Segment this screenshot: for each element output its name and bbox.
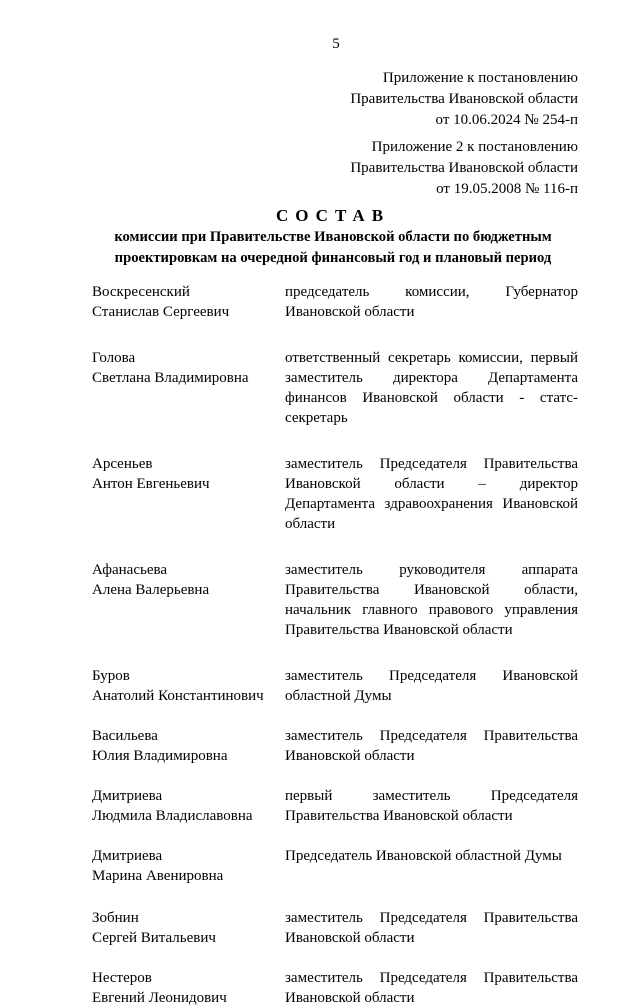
- member-row: [92, 666, 578, 706]
- page-number: 5: [332, 36, 340, 52]
- appendix-line: от 19.05.2008 № 116-п: [436, 181, 578, 197]
- member-row: [92, 454, 578, 534]
- member-given-names: Сергей Витальевич: [92, 930, 216, 946]
- member-position: заместитель Председателя Правительства Ивановской области: [285, 910, 578, 946]
- appendix-reference-current: [350, 68, 578, 131]
- member-position: заместитель Председателя Ивановской областной Думы: [285, 668, 578, 704]
- member-surname: Дмитриева: [92, 848, 163, 864]
- member-position: заместитель Председателя Правительства Ивановской области: [285, 970, 578, 1006]
- document-subtitle-line: проектировкам на очередной финансовый год и плановый период: [114, 250, 552, 266]
- member-name: [92, 968, 285, 1008]
- member-surname: Буров: [92, 668, 130, 684]
- member-surname: Дмитриева: [92, 788, 163, 804]
- member-row: [92, 786, 578, 826]
- member-position: первый заместитель Председателя Правительства Ивановской области: [285, 788, 578, 824]
- commission-members-list: [92, 282, 578, 1008]
- member-row: [92, 968, 578, 1008]
- member-position: Председатель Ивановской областной Думы: [285, 848, 562, 864]
- member-given-names: Анатолий Константинович: [92, 688, 264, 704]
- appendix-line: Правительства Ивановской области: [350, 160, 578, 176]
- member-row: [92, 726, 578, 766]
- member-surname: Арсеньев: [92, 456, 153, 472]
- member-row: [92, 560, 578, 640]
- member-position: председатель комиссии, Губернатор Ивановской области: [285, 284, 578, 320]
- document-subtitle-line: комиссии при Правительстве Ивановской области по бюджетным: [114, 229, 552, 245]
- member-surname: Зобнин: [92, 910, 139, 926]
- member-surname: Афанасьева: [92, 562, 168, 578]
- member-surname: Васильева: [92, 728, 158, 744]
- member-given-names: Юлия Владимировна: [92, 748, 228, 764]
- appendix-line: Приложение к постановлению: [382, 70, 578, 86]
- member-given-names: Евгений Леонидович: [92, 990, 227, 1006]
- member-position: заместитель Председателя Правительства Ивановской области – директор Департамента здравоохранения Ивановской области: [285, 456, 578, 532]
- member-position: ответственный секретарь комиссии, первый заместитель директора Департамента финансов Ивановской области - статс-секретарь: [285, 350, 578, 426]
- member-given-names: Марина Авенировна: [92, 868, 224, 884]
- member-row: [92, 348, 578, 428]
- appendix-reference-original: [350, 137, 578, 200]
- member-name: [92, 560, 285, 640]
- member-name: [92, 786, 285, 826]
- member-given-names: Антон Евгеньевич: [92, 476, 210, 492]
- member-name: [92, 282, 285, 322]
- member-given-names: Станислав Сергеевич: [92, 304, 230, 320]
- member-given-names: Светлана Владимировна: [92, 370, 249, 386]
- document-heading: [88, 205, 578, 269]
- member-given-names: Алена Валерьевна: [92, 582, 210, 598]
- member-surname: Голова: [92, 350, 136, 366]
- member-given-names: Людмила Владиславовна: [92, 808, 253, 824]
- member-surname: Нестеров: [92, 970, 152, 986]
- member-name: [92, 348, 285, 428]
- member-position: заместитель руководителя аппарата Правительства Ивановской области, начальник главного правового управления Правительства Ивановской области: [285, 562, 578, 638]
- member-name: [92, 908, 285, 948]
- member-position: заместитель Председателя Правительства Ивановской области: [285, 728, 578, 764]
- document-title: СОСТАВ: [275, 206, 391, 225]
- member-name: [92, 846, 285, 886]
- member-name: [92, 726, 285, 766]
- member-row: [92, 908, 578, 948]
- appendix-line: от 10.06.2024 № 254-п: [435, 112, 578, 128]
- member-surname: Воскресенский: [92, 284, 190, 300]
- member-row: [92, 846, 578, 886]
- appendix-line: Приложение 2 к постановлению: [371, 139, 578, 155]
- member-row: [92, 282, 578, 322]
- member-name: [92, 454, 285, 534]
- appendix-line: Правительства Ивановской области: [350, 91, 578, 107]
- member-name: [92, 666, 285, 706]
